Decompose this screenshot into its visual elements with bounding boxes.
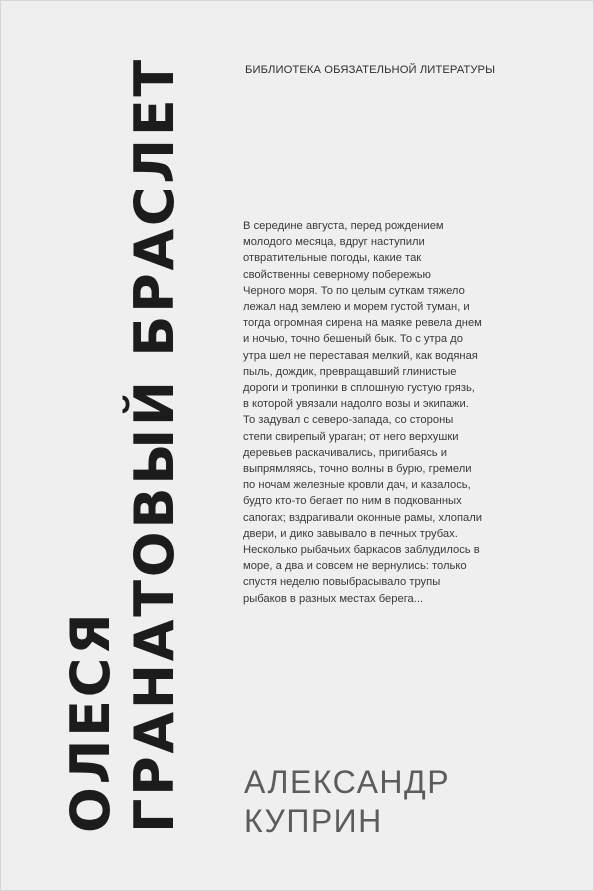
- excerpt-line: спустя неделю повыбрасывало трупы: [243, 576, 441, 589]
- excerpt-line: рыбаков в разных местах берега...: [243, 592, 424, 605]
- title-line-2: ГРАНАТОВЫЙ БРАСЛЕТ: [123, 57, 186, 833]
- author-first-name: АЛЕКСАНДР: [244, 764, 451, 800]
- excerpt-line: свойственны северному побережью: [243, 268, 431, 281]
- excerpt-line: лежал над землею и морем густой туман, и: [243, 301, 470, 314]
- excerpt-line: пыль, дождик, превращавший глинистые: [243, 365, 457, 378]
- author-name: [244, 763, 450, 841]
- title-line-1: ОЛЕСЯ: [59, 610, 122, 833]
- excerpt-line: Черного моря. То по целым суткам тяжело: [243, 284, 465, 297]
- excerpt-line: Несколько рыбачьих баркасов заблудилось в: [243, 544, 480, 557]
- excerpt-line: отвратительные погоды, какие так: [243, 252, 422, 265]
- book-title: [59, 41, 186, 833]
- excerpt-line: степи свирепый ураган; от него верхушки: [243, 430, 459, 443]
- excerpt-line: по ночам железные кровли дач, и казалось,: [243, 479, 471, 492]
- excerpt-line: в которой увязали надолго возы и экипажи.: [243, 398, 469, 411]
- excerpt-line: тогда огромная сирена на маяке ревела днем: [243, 317, 482, 330]
- excerpt-line: море, а два и совсем не вернулись: только: [243, 560, 467, 573]
- excerpt-text: [243, 218, 528, 607]
- series-title: БИБЛИОТЕКА ОБЯЗАТЕЛЬНОЙ ЛИТЕРАТУРЫ: [245, 64, 496, 76]
- author-last-name: КУПРИН: [244, 803, 383, 839]
- excerpt-line: молодого месяца, вдруг наступили: [243, 236, 425, 249]
- excerpt-line: В середине августа, перед рождением: [243, 220, 444, 232]
- excerpt-line: дороги и тропинки в сплошную густую грязь,: [243, 382, 475, 395]
- excerpt-line: утра шел не переставая мелкий, как водяная: [243, 349, 478, 362]
- excerpt-line: То задувал с северо-запада, со стороны: [243, 414, 454, 427]
- excerpt-line: будто кто-то бегает по ним в подкованных: [243, 495, 462, 508]
- excerpt-line: деревьев раскачивались, пригибаясь и: [243, 446, 447, 459]
- excerpt-line: двери, и дико завывало в печных трубах.: [243, 527, 458, 540]
- excerpt-line: и ночью, точно бешеный бык. То с утра до: [243, 333, 463, 346]
- excerpt-line: выпрямляясь, точно волны в бурю, гремели: [243, 463, 472, 476]
- excerpt-line: сапогах; вздрагивали оконные рамы, хлопали: [243, 511, 483, 524]
